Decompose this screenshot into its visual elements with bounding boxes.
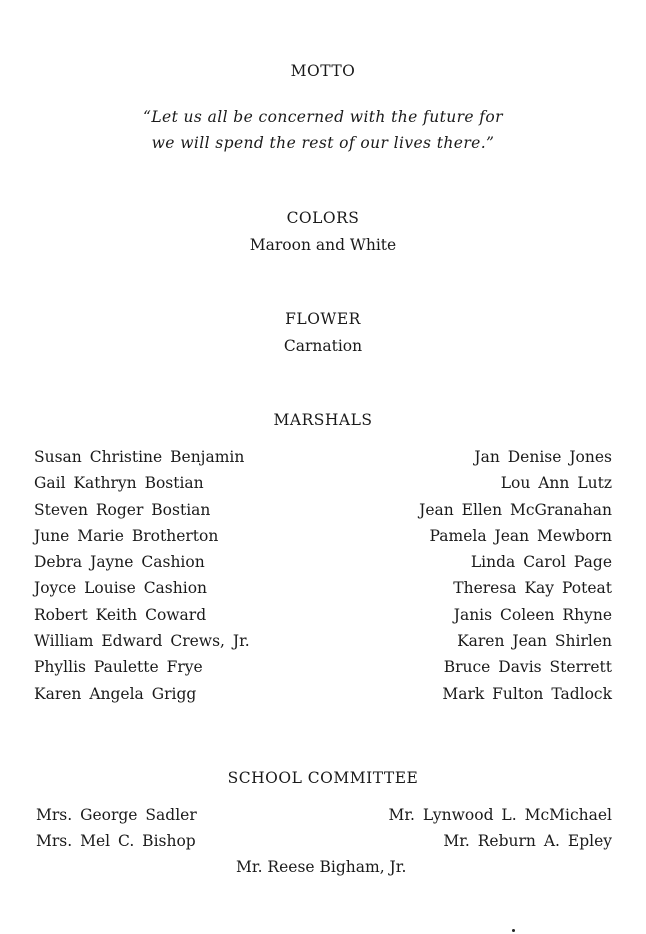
committee-heading: SCHOOL COMMITTEE xyxy=(227,769,419,787)
motto-heading: MOTTO xyxy=(290,62,356,80)
committee-left-column xyxy=(36,805,197,858)
marshal-name: Bruce Davis Sterrett xyxy=(443,658,612,677)
marshals-heading: MARSHALS xyxy=(273,411,373,429)
marshal-name: William Edward Crews, Jr. xyxy=(34,632,250,651)
committee-right-column xyxy=(388,805,612,858)
marshals-left-column xyxy=(34,447,250,710)
committee-member: Mr. Lynwood L. McMichael xyxy=(388,806,612,824)
committee-member: Mr. Reburn A. Epley xyxy=(443,832,612,851)
marshal-name: Pamela Jean Mewborn xyxy=(429,526,612,545)
marshal-name: Lou Ann Lutz xyxy=(500,474,612,493)
marshal-name: Karen Jean Shirlen xyxy=(457,632,612,651)
scan-speck xyxy=(512,929,515,932)
flower-value: Carnation xyxy=(283,337,363,355)
marshal-name: June Marie Brotherton xyxy=(34,526,219,545)
marshal-name: Phyllis Paulette Frye xyxy=(34,658,203,677)
marshal-name: Susan Christine Benjamin xyxy=(34,448,245,466)
marshal-name: Jan Denise Jones xyxy=(474,448,612,466)
colors-heading: COLORS xyxy=(286,209,360,227)
motto-line-2: we will spend the rest of our lives there.” xyxy=(151,134,495,152)
colors-value: Maroon and White xyxy=(249,236,397,254)
marshal-name: Linda Carol Page xyxy=(470,553,612,572)
marshal-name: Joyce Louise Cashion xyxy=(34,579,208,598)
marshal-name: Debra Jayne Cashion xyxy=(34,553,205,572)
marshal-name: Janis Coleen Rhyne xyxy=(453,605,612,624)
committee-member: Mrs. George Sadler xyxy=(36,806,197,824)
marshal-name: Theresa Kay Poteat xyxy=(453,579,612,598)
marshal-name: Steven Roger Bostian xyxy=(34,500,211,519)
committee-member-center: Mr. Reese Bigham, Jr. xyxy=(236,858,407,876)
marshal-name: Mark Fulton Tadlock xyxy=(442,684,612,703)
flower-heading: FLOWER xyxy=(285,310,361,328)
marshal-name: Robert Keith Coward xyxy=(34,605,207,624)
marshal-name: Karen Angela Grigg xyxy=(34,684,197,703)
motto-line-1: “Let us all be concerned with the future for xyxy=(143,108,503,126)
marshals-right-column xyxy=(419,447,612,710)
marshal-name: Gail Kathryn Bostian xyxy=(34,474,204,493)
committee-member: Mrs. Mel C. Bishop xyxy=(36,832,196,851)
marshal-name: Jean Ellen McGranahan xyxy=(419,500,612,519)
